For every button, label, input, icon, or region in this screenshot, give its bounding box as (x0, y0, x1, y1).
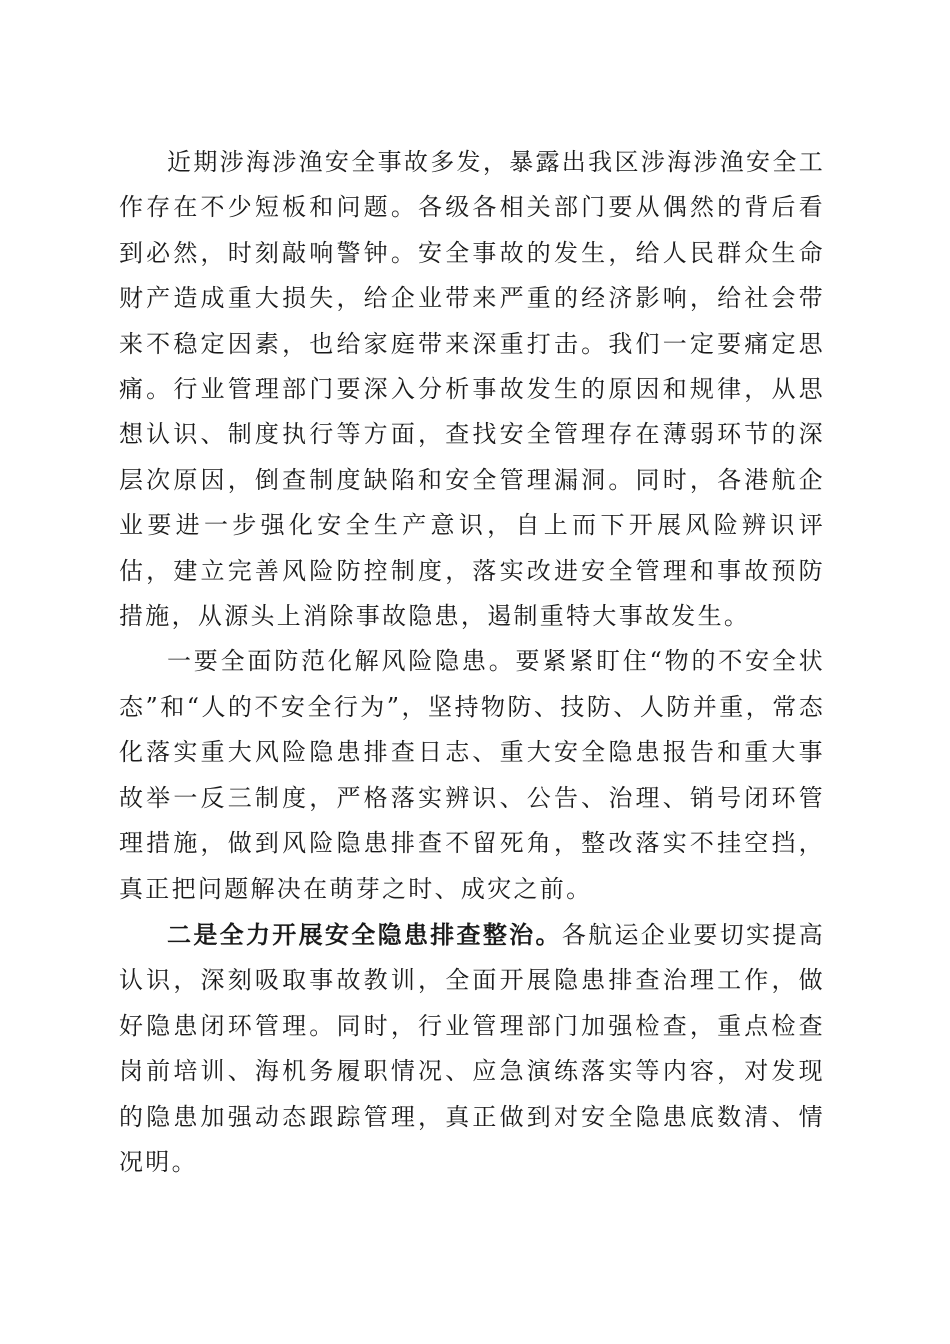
paragraph-3-text: 各航运企业要切实提高认识，深刻吸取事故教训，全面开展隐患排查治理工作，做好隐患闭环管理。同时，行业管理部门加强检查，重点检查岗前培训、海机务履职情况、应急演练落实等内容，对发现的隐患加强动态跟踪管理，真正做到对安全隐患底数清、情况明。 (119, 920, 825, 1176)
paragraph-2-text: 一要全面防范化解风险隐患。要紧紧盯住“物的不安全状态”和“人的不安全行为”，坚持物防、技防、人防并重，常态化落实重大风险隐患排查日志、重大安全隐患报告和重大事故举一反三制度，严格落实辨识、公告、治理、销号闭环管理措施，做到风险隐患排查不留死角，整改落实不挂空挡，真正把问题解决在萌芽之时、成灾之前。 (119, 647, 825, 903)
document-body (119, 140, 825, 1185)
paragraph-1-text: 近期涉海涉渔安全事故多发，暴露出我区涉海涉渔安全工作存在不少短板和问题。各级各相关部门要从偶然的背后看到必然，时刻敲响警钟。安全事故的发生，给人民群众生命财产造成重大损失，给企业带来严重的经济影响，给社会带来不稳定因素，也给家庭带来深重打击。我们一定要痛定思痛。行业管理部门要深入分析事故发生的原因和规律，从思想认识、制度执行等方面，查找安全管理存在薄弱环节的深层次原因，倒查制度缺陷和安全管理漏洞。同时，各港航企业要进一步强化安全生产意识，自上而下开展风险辨识评估，建立完善风险防控制度，落实改进安全管理和事故预防措施，从源头上消除事故隐患，遏制重特大事故发生。 (119, 148, 825, 631)
paragraph-3 (119, 912, 825, 1185)
paragraph-3-lead: 二是全力开展安全隐患排查整治。 (167, 919, 562, 949)
paragraph-1 (119, 140, 825, 639)
paragraph-2 (119, 639, 825, 911)
